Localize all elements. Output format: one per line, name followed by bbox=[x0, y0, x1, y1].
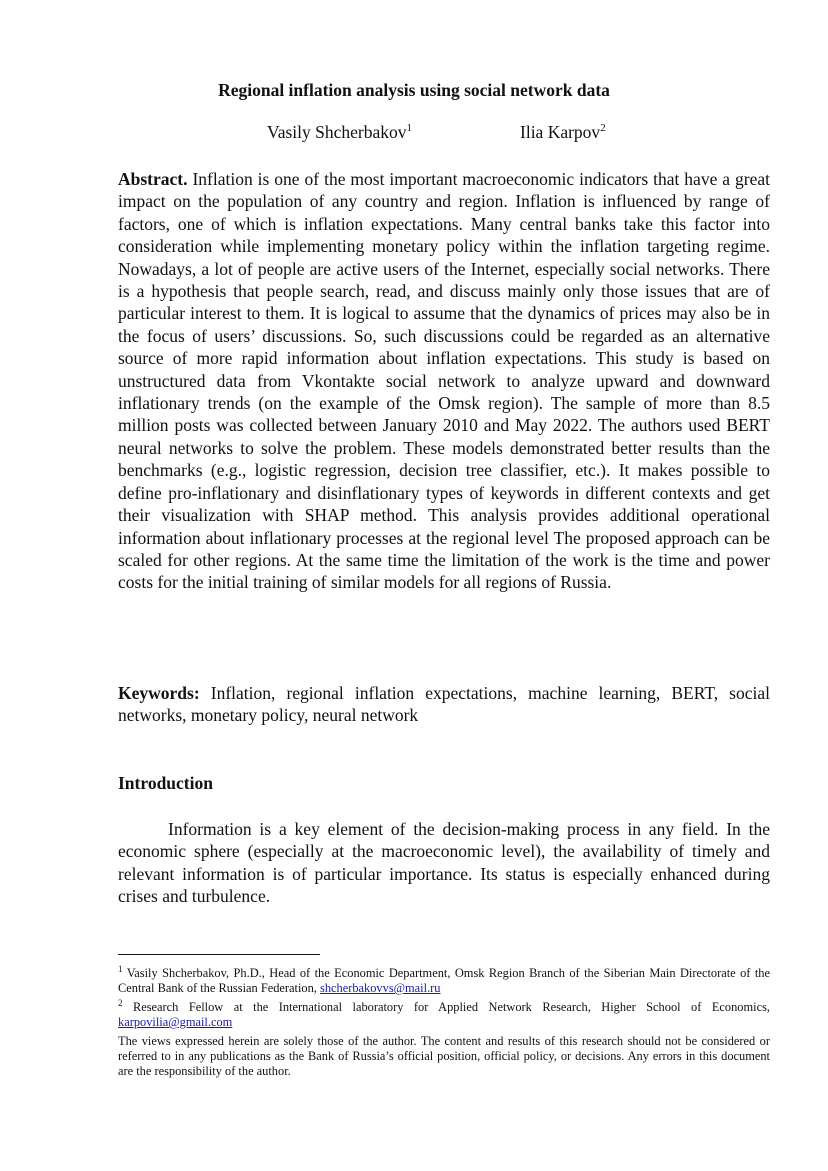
author-2 bbox=[520, 122, 606, 143]
paper-title: Regional inflation analysis using social network data bbox=[218, 80, 610, 100]
footnote-1-mark: 1 bbox=[118, 963, 123, 974]
disclaimer-note: The views expressed herein are solely those of the author. The content and results of this research should not be considered or referred to in any publications as the Bank of Russia’s official position, official policy, or decisions. Any errors in this document are the responsibility of the author. bbox=[118, 1034, 770, 1079]
author-1-footnote-mark: 1 bbox=[406, 122, 412, 135]
footnote-1 bbox=[118, 963, 770, 996]
keywords-text: Inflation, regional inflation expectations, machine learning, BERT, social networks, monetary policy, neural network bbox=[118, 683, 770, 726]
footnote-separator bbox=[118, 954, 320, 955]
author-2-name: Ilia Karpov bbox=[520, 122, 601, 142]
footnote-2-email-link[interactable]: karpovilia@gmail.com bbox=[118, 1015, 233, 1030]
author-1-name: Vasily Shcherbakov bbox=[267, 122, 407, 142]
abstract-label: Abstract. bbox=[118, 169, 188, 189]
introduction-paragraph: Information is a key element of the decision-making process in any field. In the economic sphere (especially at the macroeconomic level), the availability of timely and relevant information is of particular importance. Its status is especially enhanced during crises and turbulence. bbox=[118, 819, 770, 907]
footnote-2-text: Research Fellow at the International laboratory for Applied Network Research, Higher School of Economics, bbox=[122, 1000, 770, 1014]
author-1 bbox=[267, 122, 412, 143]
author-2-footnote-mark: 2 bbox=[600, 122, 606, 135]
author-list bbox=[0, 122, 828, 148]
abstract bbox=[118, 168, 770, 594]
footnote-2-mark: 2 bbox=[118, 997, 123, 1008]
footnote-1-text: Vasily Shcherbakov, Ph.D., Head of the Economic Department, Omsk Region Branch of the Siberian Main Directorate of the Central Bank of the Russian Federation, bbox=[118, 966, 770, 996]
footnote-2 bbox=[118, 997, 770, 1030]
introduction-heading: Introduction bbox=[118, 773, 213, 793]
keywords-label: Keywords: bbox=[118, 683, 200, 703]
footnote-1-email-link[interactable]: shcherbakovvs@mail.ru bbox=[320, 981, 441, 996]
keywords bbox=[118, 682, 770, 727]
abstract-text: Inflation is one of the most important macroeconomic indicators that have a great impact on the population of any country and region. Inflation is influenced by range of factors, one of which is inflation expectations. Many central banks take this factor into consideration while implementing monetary policy within the inflation targeting regime. Nowadays, a lot of people are active users of the Internet, especially social networks. There is a hypothesis that people search, read, and discuss mainly only those issues that are of particular interest to them. It is logical to assume that the dynamics of prices may also be in the focus of users’ discussions. So, such discussions could be regarded as an alternative source of more rapid information about inflation expectations. This study is based on unstructured data from Vkontakte social network to analyze upward and downward inflationary trends (on the example of the Omsk region). The sample of more than 8.5 million posts was collected between January 2010 and May 2022. The authors used BERT neural networks to solve the problem. These models demonstrated better results than the benchmarks (e.g., logistic regression, decision tree classifier, etc.). It makes possible to define pro-inflationary and disinflationary types of keywords in different contexts and get their visualization with SHAP method. This analysis provides additional operational information about inflationary processes at the regional level The proposed approach can be scaled for other regions. At the same time the limitation of the work is the time and power costs for the initial training of similar models for all regions of Russia. bbox=[118, 169, 770, 593]
